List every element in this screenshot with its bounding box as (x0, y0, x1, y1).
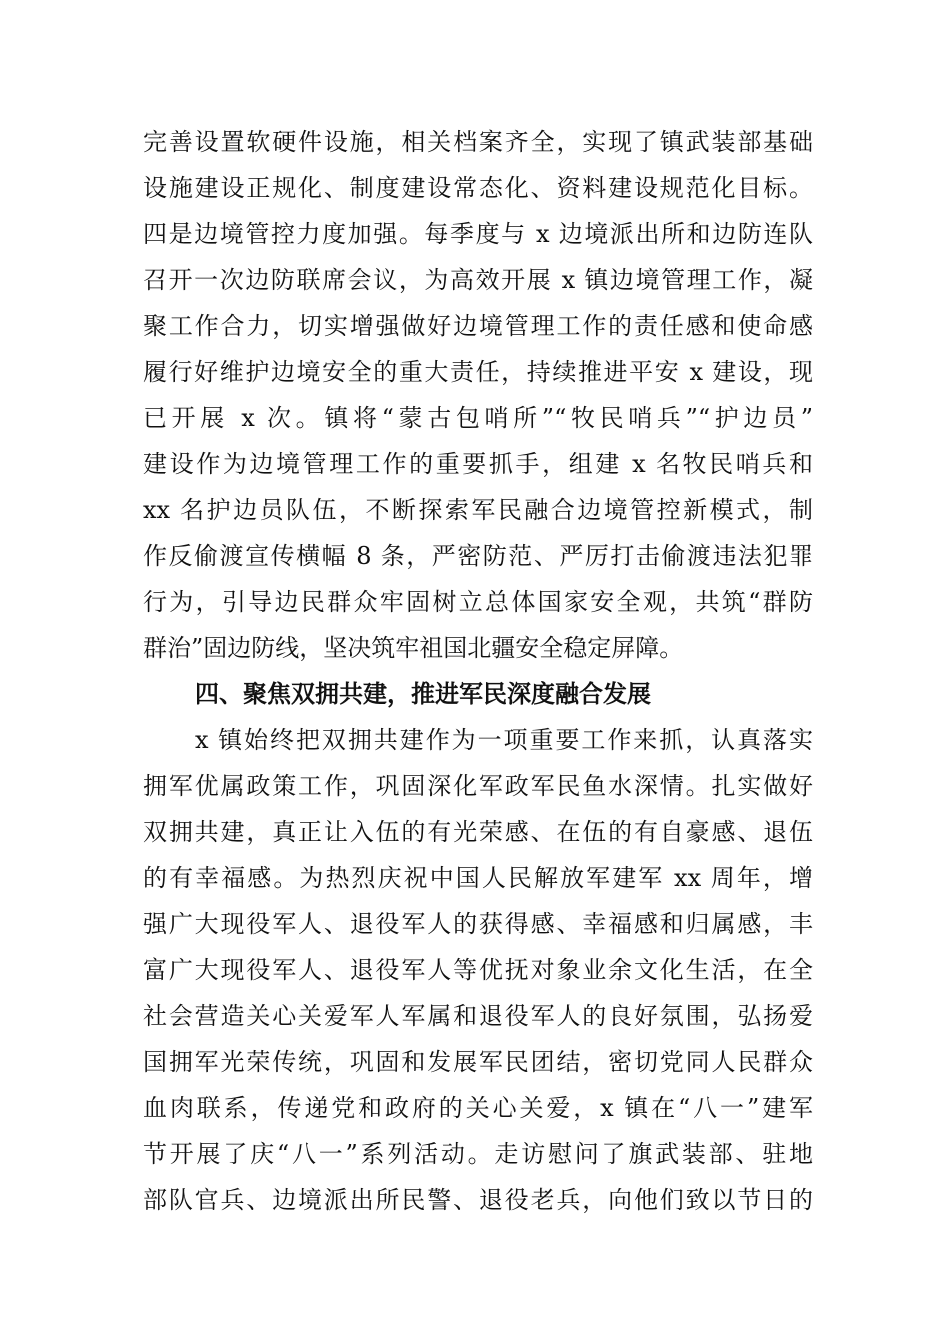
text-line: 聚工作合力，切实增强做好边境管理工作的责任感和使命感 (143, 312, 813, 340)
text-line: 群治”固边防线，坚决筑牢祖国北疆安全稳定屏障。 (143, 634, 684, 662)
section-heading: 四、聚焦双拥共建，推进军民深度融合发展 (195, 680, 651, 708)
text-line: 履行好维护边境安全的重大责任，持续推进平安 x 建设，现 (143, 358, 813, 386)
paragraph-military-civilian (143, 717, 813, 1223)
text-line: 富广大现役军人、退役军人等优抚对象业余文化生活，在全 (143, 956, 813, 984)
text-line: 行为，引导边民群众牢固树立总体国家安全观，共筑“群防 (143, 588, 813, 616)
text-line: 节开展了庆“八一”系列活动。走访慰问了旗武装部、驻地 (143, 1140, 813, 1168)
text-line: x 镇始终把双拥共建作为一项重要工作来抓，认真落实 (195, 726, 813, 754)
text-line: 社会营造关心关爱军人军属和退役军人的良好氛围，弘扬爱 (143, 1002, 813, 1030)
text-line: xx 名护边员队伍，不断探索军民融合边境管控新模式，制 (143, 496, 813, 524)
text-line: 作反偷渡宣传横幅 8 条，严密防范、严厉打击偷渡违法犯罪 (143, 542, 813, 570)
document-body (143, 119, 813, 1223)
text-line: 召开一次边防联席会议，为高效开展 x 镇边境管理工作，凝 (143, 266, 813, 294)
text-line: 已开展 x 次。镇将“蒙古包哨所”“牧民哨兵”“护边员” (143, 404, 813, 432)
text-line: 部队官兵、边境派出所民警、退役老兵，向他们致以节日的 (143, 1186, 813, 1214)
text-line: 双拥共建，真正让入伍的有光荣感、在伍的有自豪感、退伍 (143, 818, 813, 846)
text-line: 四是边境管控力度加强。每季度与 x 边境派出所和边防连队 (143, 220, 813, 248)
paragraph-border-management (143, 119, 813, 671)
text-line: 完善设置软硬件设施，相关档案齐全，实现了镇武装部基础 (143, 128, 813, 156)
text-line: 强广大现役军人、退役军人的获得感、幸福感和归属感，丰 (143, 910, 813, 938)
text-line: 拥军优属政策工作，巩固深化军政军民鱼水深情。扎实做好 (143, 772, 813, 800)
text-line: 血肉联系，传递党和政府的关心关爱，x 镇在“八一”建军 (143, 1094, 813, 1122)
text-line: 的有幸福感。为热烈庆祝中国人民解放军建军 xx 周年，增 (143, 864, 813, 892)
text-line: 设施建设正规化、制度建设常态化、资料建设规范化目标。 (143, 174, 813, 202)
text-line: 建设作为边境管理工作的重要抓手，组建 x 名牧民哨兵和 (143, 450, 813, 478)
text-line: 国拥军光荣传统，巩固和发展军民团结，密切党同人民群众 (143, 1048, 813, 1076)
